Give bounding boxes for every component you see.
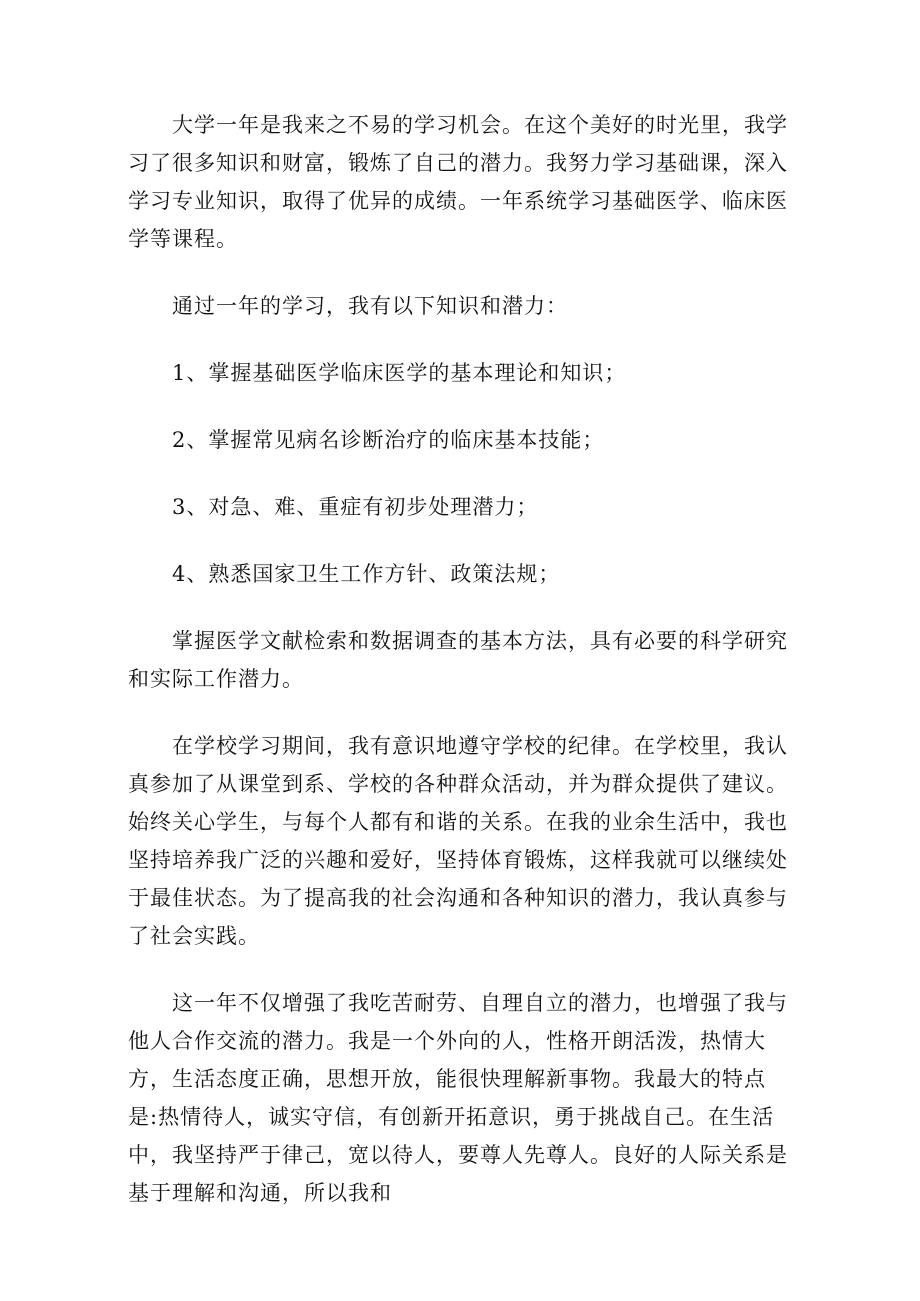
list-item-4: 4、熟悉国家卫生工作方针、政策法规； (172, 562, 561, 586)
document-body (128, 106, 788, 1212)
paragraph-research-skills: 掌握医学文献检索和数据调查的基本方法，具有必要的科学研究和实际工作潜力。 (128, 629, 788, 691)
list-item-1: 1、掌握基础医学临床医学的基本理论和知识； (172, 361, 627, 385)
paragraph-personal-qualities: 这一年不仅增强了我吃苦耐劳、自理自立的潜力，也增强了我与他人合作交流的潜力。我是一个外向的人，性格开朗活泼，热情大方，生活态度正确，思想开放，能很快理解新事物。我最大的特点是:热情待人，诚实守信，有创新开拓意识，勇于挑战自己。在生活中，我坚持严于律己，宽以待人，要尊人先尊人。良好的人际关系是基于理解和沟通，所以我和 (128, 991, 788, 1205)
list-item-2: 2、掌握常见病名诊断治疗的临床基本技能； (172, 428, 605, 452)
list-item-3: 3、对急、难、重症有初步处理潜力； (172, 495, 539, 519)
paragraph-school-life: 在学校学习期间，我有意识地遵守学校的纪律。在学校里，我认真参加了从课堂到系、学校的各种群众活动，并为群众提供了建议。始终关心学生，与每个人都有和谐的关系。在我的业余生活中，我也坚持培养我广泛的兴趣和爱好，坚持体育锻炼，这样我就可以继续处于最佳状态。为了提高我的社会沟通和各种知识的潜力，我认真参与了社会实践。 (128, 734, 788, 948)
paragraph-list-lead: 通过一年的学习，我有以下知识和潜力： (172, 294, 568, 318)
paragraph-intro: 大学一年是我来之不易的学习机会。在这个美好的时光里，我学习了很多知识和财富，锻炼了自己的潜力。我努力学习基础课，深入学习专业知识，取得了优异的成绩。一年系统学习基础医学、临床医学等课程。 (128, 113, 788, 251)
